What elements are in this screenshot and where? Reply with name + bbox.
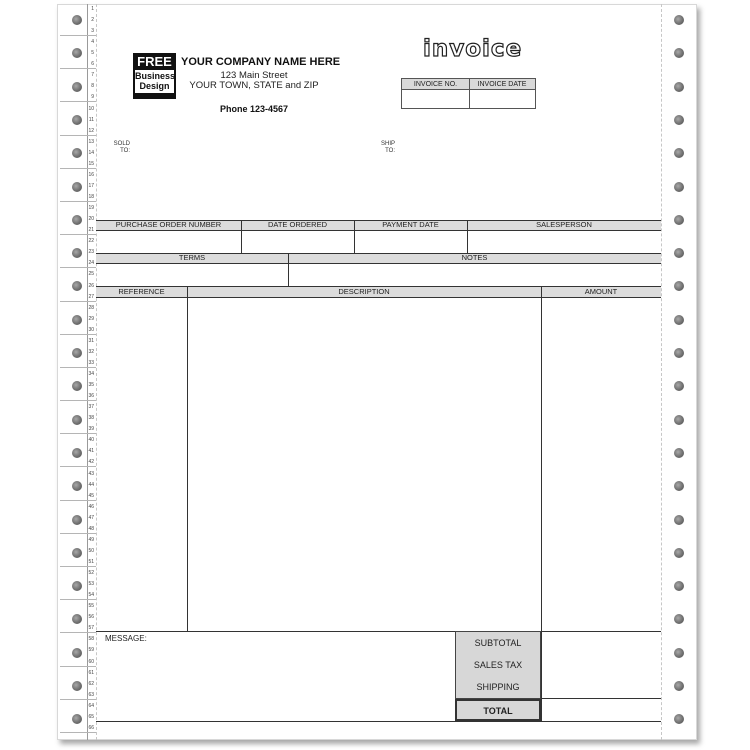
shipping-label: SHIPPING — [476, 682, 520, 692]
ruler-number: 48 — [88, 525, 94, 532]
ruler-number: 4 — [91, 39, 94, 46]
ruler-number: 16 — [88, 171, 94, 178]
order-divider-1 — [241, 220, 242, 254]
right-tractor-hole — [674, 348, 684, 358]
right-tractor-hole — [674, 515, 684, 525]
invoice-box-divider — [469, 79, 470, 108]
date-ordered-header: DATE ORDERED — [267, 220, 328, 229]
ruler-number: 30 — [88, 326, 94, 333]
ruler-number: 34 — [88, 370, 94, 377]
ruler-tick — [60, 267, 96, 268]
ruler-number: 1 — [91, 6, 94, 12]
ruler-number: 12 — [88, 127, 94, 134]
left-tractor-hole — [72, 82, 82, 92]
left-tractor-hole — [72, 548, 82, 558]
document-title: invoice — [423, 36, 523, 62]
ruler-number: 63 — [88, 691, 94, 698]
ruler-tick — [60, 234, 96, 235]
ruler-tick — [60, 500, 96, 501]
right-tractor-hole — [674, 648, 684, 658]
reference-column-line — [187, 286, 188, 632]
company-city: YOUR TOWN, STATE and ZIP — [189, 80, 319, 91]
right-perforation — [661, 4, 662, 740]
items-bottom-line — [96, 631, 661, 632]
description-header: DESCRIPTION — [338, 287, 390, 296]
ruler-number: 55 — [88, 603, 94, 610]
ruler-number: 39 — [88, 426, 94, 433]
ruler-tick — [60, 699, 96, 700]
ruler-number: 20 — [88, 216, 94, 223]
ruler-tick — [60, 732, 96, 733]
ruler-number: 46 — [88, 503, 94, 510]
ruler-number: 24 — [88, 260, 94, 267]
ruler-tick — [60, 334, 96, 335]
ruler-tick — [60, 433, 96, 434]
form-bottom-line — [96, 721, 661, 722]
terms-header: TERMS — [178, 253, 206, 262]
ship-to-label — [371, 141, 395, 155]
salesperson-header: SALESPERSON — [536, 220, 592, 229]
ruler-number: 3 — [91, 28, 94, 35]
left-tractor-hole — [72, 348, 82, 358]
right-tractor-hole — [674, 415, 684, 425]
ruler-number: 52 — [88, 570, 94, 577]
ruler-number: 14 — [88, 149, 94, 156]
ruler-number: 19 — [88, 205, 94, 212]
ruler-tick — [60, 632, 96, 633]
ruler-number: 10 — [88, 105, 94, 112]
ruler-number: 29 — [88, 315, 94, 322]
ruler-number: 58 — [88, 636, 94, 643]
amount-header: AMOUNT — [584, 287, 618, 296]
ruler-number: 38 — [88, 415, 94, 422]
ruler-tick — [60, 367, 96, 368]
company-phone: Phone 123-4567 — [220, 104, 289, 114]
ruler-number: 65 — [88, 713, 94, 720]
ruler-tick — [60, 168, 96, 169]
po-number-header: PURCHASE ORDER NUMBER — [115, 220, 222, 229]
left-tractor-hole — [72, 681, 82, 691]
left-tractor-hole — [72, 115, 82, 125]
ruler-number: 35 — [88, 382, 94, 389]
ruler-number: 44 — [88, 481, 94, 488]
ruler-tick — [60, 466, 96, 467]
ruler-number: 60 — [88, 658, 94, 665]
ruler-number: 47 — [88, 514, 94, 521]
ruler-number: 8 — [91, 83, 94, 90]
ruler-number: 49 — [88, 536, 94, 543]
ruler-number: 18 — [88, 194, 94, 201]
ruler-number: 37 — [88, 404, 94, 411]
ruler-number: 64 — [88, 702, 94, 709]
left-tractor-hole — [72, 515, 82, 525]
ruler-number: 42 — [88, 459, 94, 466]
ruler-number: 51 — [88, 559, 94, 565]
ruler-number: 11 — [88, 116, 94, 123]
company-street: 123 Main Street — [220, 70, 288, 81]
payment-date-header: PAYMENT DATE — [382, 220, 439, 229]
ruler-number: 9 — [91, 94, 94, 101]
ruler-tick — [60, 201, 96, 202]
ruler-tick — [60, 599, 96, 600]
ship-label: SHIP — [380, 141, 395, 147]
right-tractor-hole — [674, 681, 684, 691]
message-label: MESSAGE: — [105, 634, 147, 643]
right-tractor-hole — [674, 548, 684, 558]
ruler-number: 40 — [88, 437, 94, 444]
order-divider-2 — [354, 220, 355, 254]
terms-divider — [288, 253, 289, 287]
ruler-number: 59 — [88, 647, 94, 654]
left-tractor-hole — [72, 15, 82, 25]
left-tractor-hole — [72, 648, 82, 658]
ruler-number: 43 — [88, 470, 94, 477]
total-divider-line — [541, 698, 661, 699]
ruler-number: 23 — [88, 249, 94, 256]
ruler-number: 5 — [91, 50, 94, 57]
invoice-sheet — [57, 4, 697, 740]
ruler-number: 62 — [88, 680, 94, 687]
ruler-number: 54 — [88, 592, 94, 599]
ruler-number: 50 — [88, 547, 94, 554]
left-tractor-hole — [72, 448, 82, 458]
sold-to-label — [104, 141, 130, 155]
ruler-tick — [60, 35, 96, 36]
invoice-date-label: INVOICE DATE — [469, 79, 535, 90]
right-tractor-hole — [674, 315, 684, 325]
ruler-number: 57 — [88, 625, 94, 632]
invoice-number-date-box — [401, 78, 536, 109]
ruler-number: 2 — [91, 17, 94, 24]
amount-column-line — [541, 286, 542, 721]
ruler-number: 45 — [88, 492, 94, 499]
right-tractor-hole — [674, 448, 684, 458]
ruler-number: 25 — [88, 271, 94, 278]
ruler-number: 21 — [88, 227, 94, 234]
ruler-number: 26 — [88, 282, 94, 289]
ruler-tick — [60, 533, 96, 534]
ruler-number: 33 — [88, 359, 94, 366]
invoice-no-label: INVOICE NO. — [402, 79, 469, 90]
sales-tax-label: SALES TAX — [473, 660, 523, 670]
right-tractor-hole — [674, 15, 684, 25]
ruler-number: 17 — [88, 182, 94, 189]
ruler-number: 13 — [88, 138, 94, 145]
order-divider-3 — [467, 220, 468, 254]
ruler-tick — [60, 135, 96, 136]
ruler-number: 15 — [88, 160, 94, 167]
left-tractor-hole — [72, 415, 82, 425]
ruler-number: 7 — [91, 72, 94, 79]
ruler-number: 22 — [88, 238, 94, 245]
ruler-number: 27 — [88, 293, 94, 300]
left-tractor-hole — [72, 215, 82, 225]
right-tractor-hole — [674, 82, 684, 92]
ruler-tick — [60, 101, 96, 102]
company-name: YOUR COMPANY NAME HERE — [181, 56, 341, 68]
ship-to-suffix: TO: — [385, 148, 395, 154]
ruler-number: 56 — [88, 614, 94, 621]
ruler-number: 66 — [88, 724, 94, 731]
ruler-number: 41 — [88, 448, 94, 455]
ruler-number: 61 — [88, 669, 94, 676]
ruler-tick — [60, 68, 96, 69]
left-tractor-hole — [72, 182, 82, 192]
ruler-number: 6 — [91, 61, 94, 68]
right-tractor-hole — [674, 182, 684, 192]
ruler-number: 31 — [88, 337, 94, 344]
ruler-number: 36 — [88, 393, 94, 400]
ruler-tick — [60, 301, 96, 302]
sold-label: SOLD — [113, 141, 130, 147]
ruler-number: 32 — [88, 348, 94, 355]
left-perforation — [96, 4, 97, 740]
logo-line-3: Design — [135, 81, 174, 93]
total-label: TOTAL — [455, 699, 541, 721]
subtotal-label: SUBTOTAL — [474, 638, 522, 648]
right-tractor-hole — [674, 215, 684, 225]
ruler-number: 53 — [88, 581, 94, 588]
notes-header: NOTES — [461, 253, 488, 262]
logo-line-1: FREE — [137, 54, 172, 69]
ruler-tick — [60, 666, 96, 667]
reference-header: REFERENCE — [118, 287, 165, 296]
left-tractor-hole — [72, 315, 82, 325]
sold-to-suffix: TO: — [120, 148, 130, 154]
ruler-number: 28 — [88, 304, 94, 311]
ruler-tick — [60, 566, 96, 567]
ruler-tick — [60, 400, 96, 401]
right-tractor-hole — [674, 115, 684, 125]
logo-line-2: Business — [135, 71, 176, 81]
